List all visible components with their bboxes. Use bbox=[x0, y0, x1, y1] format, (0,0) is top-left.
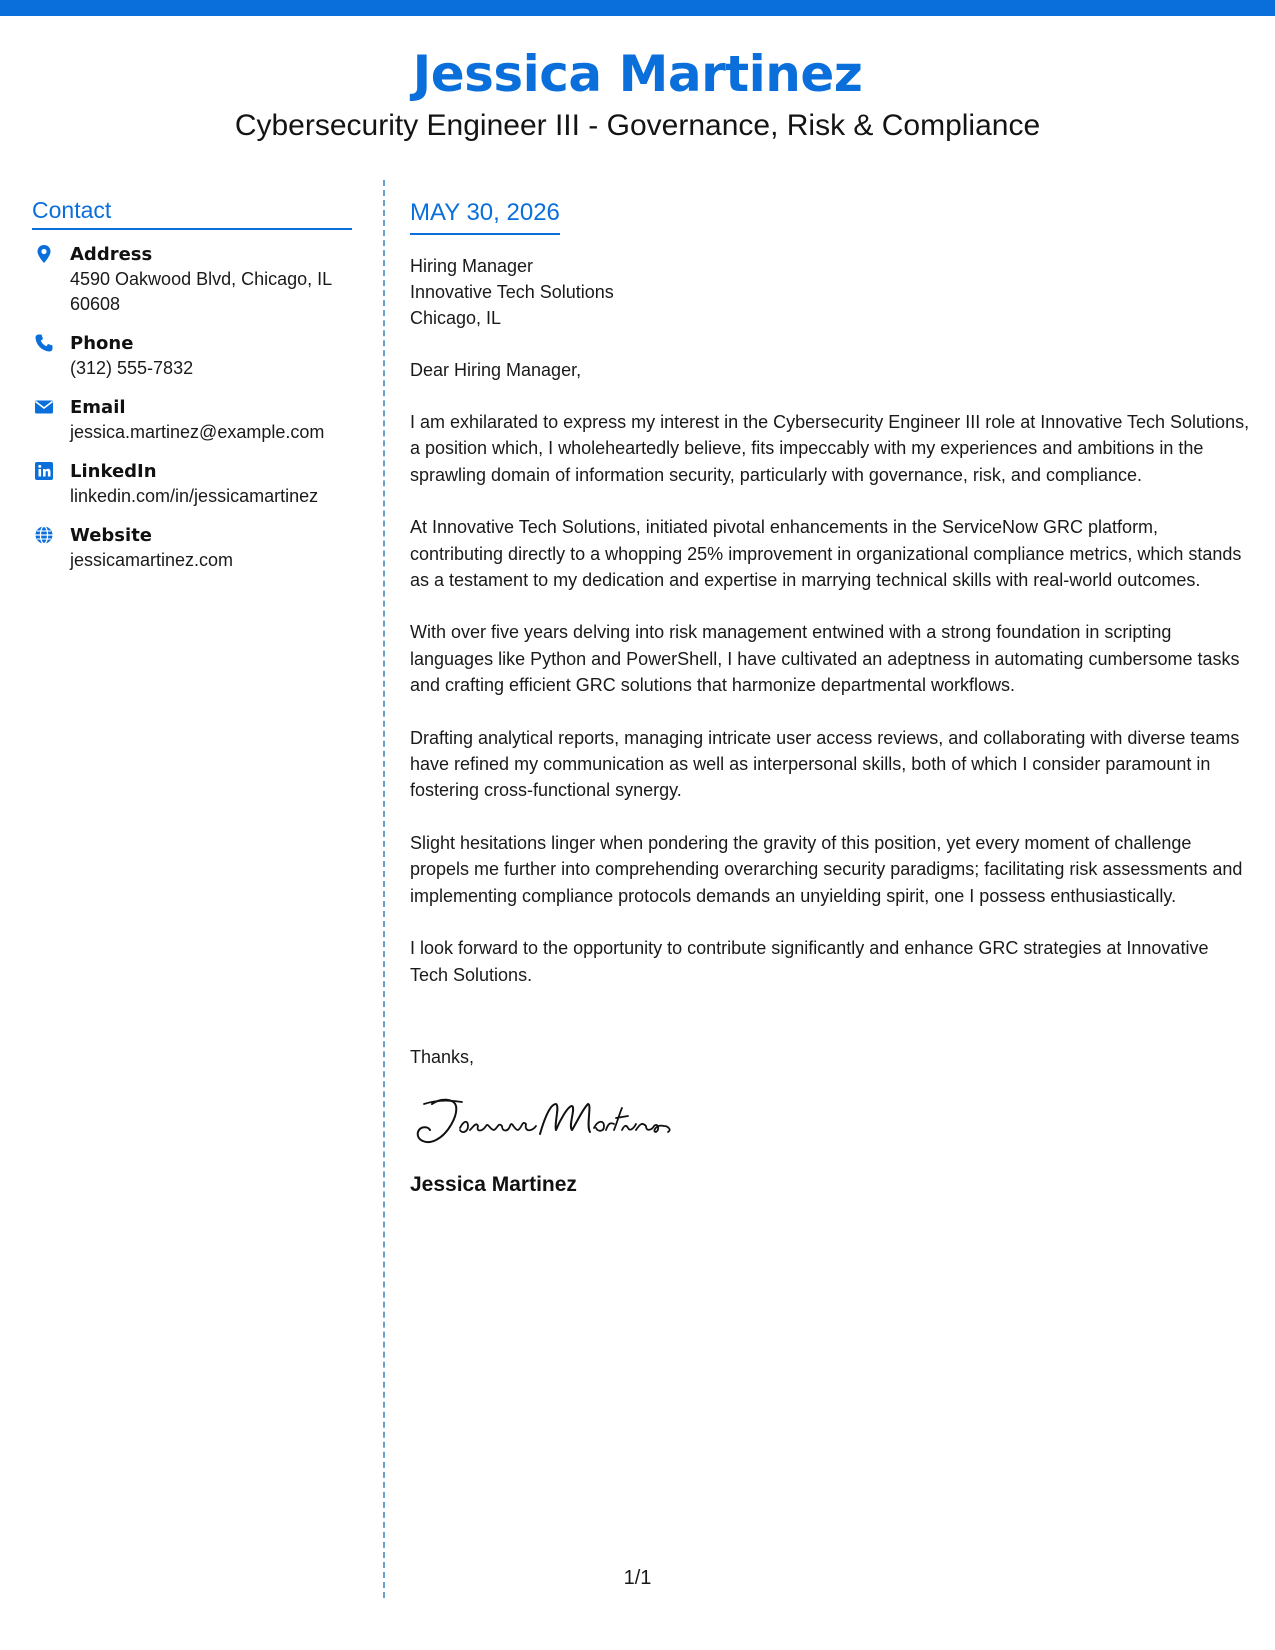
letter-header bbox=[0, 40, 1275, 144]
contact-email bbox=[32, 395, 352, 445]
contact-phone bbox=[32, 331, 352, 381]
phone-icon bbox=[34, 333, 54, 353]
body-paragraph: At Innovative Tech Solutions, initiated pivotal enhancements in the ServiceNow GRC platform, contributing directly to a whopping 25% improvement in organizational compliance metrics, which stands as a testament to my dedication and expertise in marrying technical skills with real-world outcomes. bbox=[410, 517, 1242, 591]
letter-body bbox=[410, 196, 1250, 1199]
contact-value: (312) 555-7832 bbox=[70, 358, 194, 378]
salutation: Dear Hiring Manager, bbox=[410, 360, 582, 380]
recipient-line: Hiring Manager bbox=[410, 256, 534, 276]
signature-image bbox=[410, 1090, 680, 1150]
contact-value: jessicamartinez.com bbox=[70, 550, 234, 570]
body-paragraph: I am exhilarated to express my interest in the Cybersecurity Engineer III role at Innovative Tech Solutions, a position which, I wholeheartedly believe, fits impeccably with my experiences and ambitions in the sprawling domain of information security, particularly with governance, risk, and compliance. bbox=[410, 412, 1250, 485]
envelope-icon bbox=[34, 397, 54, 417]
contact-label: Address bbox=[70, 244, 153, 265]
contact-linkedin bbox=[32, 459, 352, 509]
contact-label: Phone bbox=[70, 333, 134, 354]
closing: Thanks, bbox=[410, 1046, 475, 1067]
applicant-title: Cybersecurity Engineer III - Governance, Risk & Compliance bbox=[234, 109, 1041, 142]
contact-website bbox=[32, 523, 352, 573]
signed-name: Jessica Martinez bbox=[410, 1172, 577, 1196]
column-divider bbox=[383, 180, 385, 1598]
map-pin-icon bbox=[34, 244, 54, 264]
body-paragraph: Drafting analytical reports, managing intricate user access reviews, and collaborating with diverse teams have refined my communication as well as interpersonal skills, both of which I consider paramount in fostering cross-functional synergy. bbox=[410, 727, 1240, 801]
linkedin-icon bbox=[34, 461, 54, 481]
recipient-line: Innovative Tech Solutions bbox=[410, 282, 614, 302]
contact-value: jessica.martinez@example.com bbox=[70, 422, 325, 442]
top-accent-bar bbox=[0, 0, 1275, 16]
body-paragraph: Slight hesitations linger when pondering the gravity of this position, yet every moment of challenge propels me further into comprehending overarching security paradigms; facilitating risk assessments and implementing compliance protocols demands an unyielding spirit, one I possess enthusiastically. bbox=[410, 832, 1243, 906]
body-paragraph: I look forward to the opportunity to contribute significantly and enhance GRC strategies at Innovative Tech Solutions. bbox=[410, 938, 1209, 985]
applicant-name: Jessica Martinez bbox=[412, 45, 863, 103]
contact-sidebar bbox=[32, 196, 352, 587]
letter-date: MAY 30, 2026 bbox=[410, 196, 560, 235]
recipient-line: Chicago, IL bbox=[410, 308, 502, 328]
contact-label: LinkedIn bbox=[70, 461, 157, 482]
contact-label: Email bbox=[70, 397, 126, 418]
contact-address bbox=[32, 242, 352, 317]
contact-value: 4590 Oakwood Blvd, Chicago, IL 60608 bbox=[70, 269, 332, 314]
recipient-block bbox=[410, 253, 1250, 331]
contact-list bbox=[32, 242, 352, 573]
body-paragraph: With over five years delving into risk management entwined with a strong foundation in scripting languages like Python and PowerShell, I have cultivated an adeptness in automating cumbersome tasks and crafting efficient GRC solutions that harmonize departmental workflows. bbox=[410, 622, 1240, 696]
globe-icon bbox=[34, 525, 54, 545]
contact-value: linkedin.com/in/jessicamartinez bbox=[70, 486, 319, 506]
page-number: 1/1 bbox=[623, 1567, 652, 1589]
contact-heading: Contact bbox=[32, 196, 352, 230]
contact-label: Website bbox=[70, 525, 153, 546]
